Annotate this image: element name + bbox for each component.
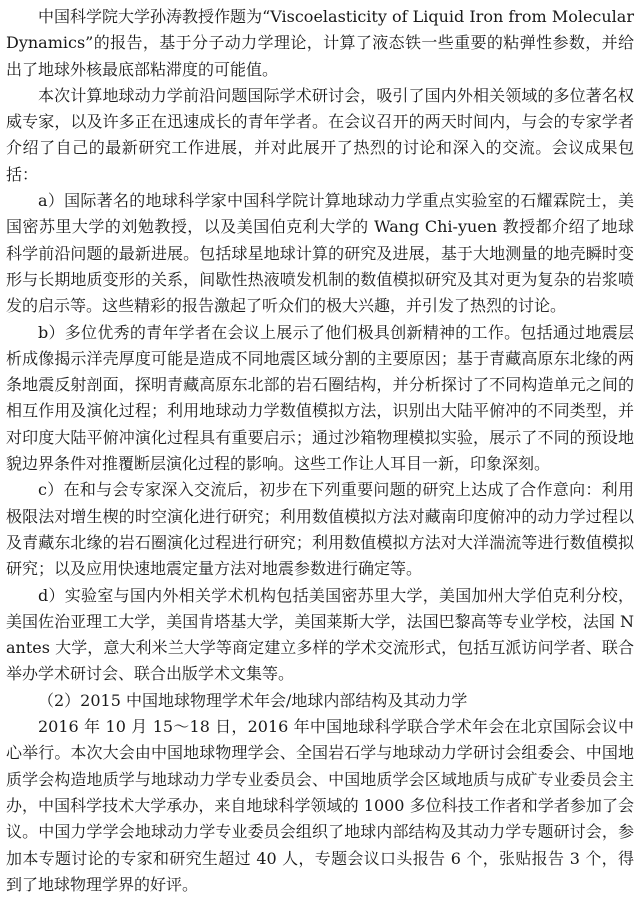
- document-page: [6, 4, 634, 898]
- paragraph-outcome-b: b）多位优秀的青年学者在会议上展示了他们极具创新精神的工作。包括通过地震层析成像揭示洋壳厚度可能是造成不同地震区域分割的主要原因；基于青藏高原东北缘的两条地震反射剖面，探明青藏高原东北部的岩石圈结构，并分析探讨了不同构造单元之间的相互作用及演化过程；利用地球动力学数值模拟方法，识别出大陆平俯冲的不同类型，并对印度大陆平俯冲演化过程具有重要启示；通过沙箱物理模拟实验，展示了不同的预设地貌边界条件对推覆断层演化过程的影响。这些工作让人耳目一新，印象深刻。: [6, 322, 634, 474]
- paragraph-workshop-summary: 本次计算地球动力学前沿问题国际学术研讨会，吸引了国内外相关领域的多位著名权威专家，以及许多正在迅速成长的青年学者。在会议召开的两天时间内，与会的专家学者介绍了自己的最新研究工作进展，并对此展开了热烈的讨论和深入的交流。会议成果包括：: [6, 85, 634, 184]
- paragraph-outcome-c: c）在和与会专家深入交流后，初步在下列重要问题的研究上达成了合作意向：利用极限法对增生楔的时空演化进行研究；利用数值模拟方法对藏南印度俯冲的动力学过程以及青藏东北缘的岩石圈演化过程进行研究；利用数值模拟方法对大洋湍流等进行数值模拟研究；以及应用快速地震定量方法对地震参数进行确定等。: [6, 480, 634, 579]
- paragraph-outcome-a: a）国际著名的地球科学家中国科学院计算地球动力学重点实验室的石耀霖院士，美国密苏里大学的刘勉教授，以及美国伯克利大学的 Wang Chi-yuen 教授都介绍了地球科学前沿问题的最新进展。包括球星地球计算的研究及进展，基于大地测量的地壳瞬时变形与长期地质变形的关系，间歇性热液喷发机制的数值模拟研究及其对更为复杂的岩浆喷发的启示等。这些精彩的报告激起了听众们的极大兴趣，并引发了热烈的讨论。: [6, 191, 634, 316]
- paragraph-annual-meeting: 2016 年 10 月 15～18 日，2016 年中国地球科学联合学术年会在北京国际会议中心举行。本次大会由中国地球物理学会、全国岩石学与地球动力学研讨会组委会、中国地质学会构造地质学与地球动力学专业委员会、中国地质学会区域地质与成矿专业委员会主办，中国科学技术大学承办，来自地球科学领域的 1000 多位科技工作者和学者参加了会议。中国力学学会地球动力学专业委员会组织了地球内部结构及其动力学专题研讨会，参加本专题讨论的专家和研究生超过 40 人，专题会议口头报告 6 个，张贴报告 3 个，得到了地球物理学界的好评。: [6, 717, 634, 894]
- paragraph-outcome-d: d）实验室与国内外相关学术机构包括美国密苏里大学，美国加州大学伯克利分校，美国佐治亚理工大学，美国肯塔基大学，美国莱斯大学，法国巴黎高等专业学校，法国 Nantes 大学，意大利米兰大学等商定建立多样的学术交流形式，包括互派访问学者、联合举办学术研讨会、联合出版学术文集等。: [6, 585, 634, 684]
- section-heading-2015-annual-meeting: （2）2015 中国地球物理学术年会/地球内部结构及其动力学: [38, 690, 468, 710]
- paragraph-sun-tao-report: 中国科学院大学孙涛教授作题为“Viscoelasticity of Liquid Iron from Molecular Dynamics”的报告，基于分子动力学理论，计算了液态铁一些重要的粘弹性参数，并给出了地球外核最底部粘滞度的可能值。: [6, 7, 634, 79]
